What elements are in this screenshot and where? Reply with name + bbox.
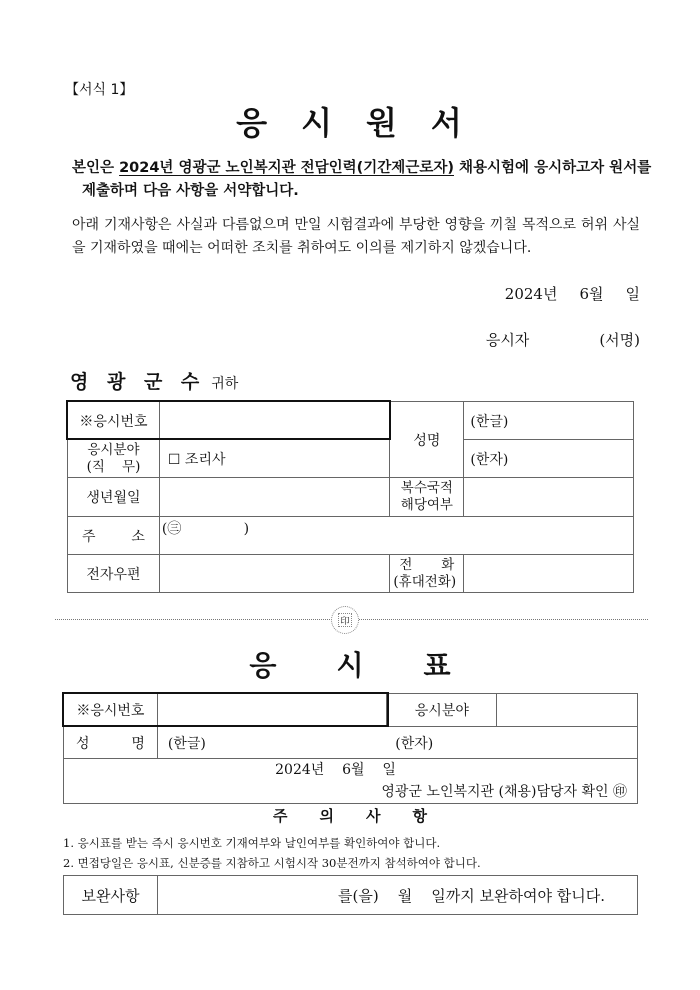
application-table bbox=[67, 401, 634, 593]
supplement-label: 보완사항 bbox=[64, 876, 158, 915]
notice-item: 2. 면접당일은 응시표, 신분증를 지참하고 시험시작 30분전까지 참석하여야 합니다. bbox=[63, 856, 481, 870]
ticket-title bbox=[0, 644, 700, 684]
application-date bbox=[505, 283, 640, 304]
ticket-date: 2024년 6월 일 bbox=[275, 762, 396, 778]
ticket-exam-number-label: ※응시번호 bbox=[64, 694, 158, 727]
declaration-text: 아래 기재사항은 사실과 다름없으며 만일 시험결과에 부당한 영향을 끼칠 목적으로 허위 사실을 기재하였을 때에는 어떠한 조치를 취하여도 이의를 제기하지 않겠습니다. bbox=[72, 217, 640, 256]
addressee bbox=[70, 367, 238, 394]
addressee-honorific: 귀하 bbox=[211, 376, 239, 392]
addressee-name: 영 광 군 수 bbox=[70, 371, 206, 393]
dual-nationality-label-line2: 해당여부 bbox=[400, 497, 453, 513]
date-year: 2024년 bbox=[504, 285, 558, 303]
ticket-title-char: 응 bbox=[249, 649, 277, 682]
birthdate-field[interactable] bbox=[159, 478, 389, 517]
dual-nationality-label-line1: 복수국적 bbox=[400, 480, 453, 496]
email-field[interactable] bbox=[159, 555, 389, 593]
ticket-staff-confirm: 영광군 노인복지관 (채용)담당자 확인 ㊞ bbox=[381, 784, 627, 800]
signature-field[interactable]: (서명) bbox=[599, 331, 640, 349]
supplement-field[interactable]: 를(을) 월 일까지 보완하여야 합니다. bbox=[158, 876, 638, 915]
ticket-name-korean: (한글) bbox=[167, 735, 206, 752]
job-field-label-line2: (직 무) bbox=[86, 458, 141, 475]
phone-label-line2: (휴대전화) bbox=[393, 573, 457, 590]
supplement-table bbox=[63, 875, 638, 915]
notice-title bbox=[0, 805, 700, 826]
form-number-label: 【서식 1】 bbox=[65, 82, 134, 98]
notice-title-char: 의 bbox=[319, 807, 334, 825]
address-label-char: 소 bbox=[131, 528, 145, 545]
phone-label bbox=[390, 555, 464, 593]
notice-item: 1. 응시표를 받는 즉시 응시번호 기재여부와 날인여부를 확인하여야 합니다. bbox=[63, 836, 441, 850]
ticket-name-label-char: 명 bbox=[131, 735, 145, 752]
date-day: 일 bbox=[625, 285, 640, 303]
title-char: 서 bbox=[430, 104, 464, 142]
pledge-suffix: 채용시험에 응시하고자 원서를 제출하며 다음 사항을 서약합니다. bbox=[82, 160, 652, 199]
job-option-cook-checkbox[interactable]: ☐ 조리사 bbox=[159, 440, 389, 478]
notice-title-char: 사 bbox=[366, 807, 381, 825]
seal-mark-icon bbox=[331, 606, 359, 634]
dual-nationality-label bbox=[390, 478, 464, 517]
pledge-position: 2024년 영광군 노인복지관 전담인력(기간제근로자) bbox=[119, 160, 454, 176]
name-hanja-field[interactable]: (한자) bbox=[464, 440, 634, 478]
date-month: 6월 bbox=[579, 285, 604, 303]
ticket-confirmation bbox=[64, 759, 638, 804]
title-char: 원 bbox=[366, 104, 399, 142]
title-char: 응 bbox=[236, 104, 270, 142]
phone-label-char: 전 bbox=[399, 556, 413, 573]
ticket-title-char: 표 bbox=[423, 649, 451, 682]
applicant-label: 응시자 bbox=[485, 331, 530, 349]
ticket-exam-number-field[interactable] bbox=[157, 694, 387, 727]
notice-title-char: 주 bbox=[273, 807, 288, 825]
seal-glyph: 印 bbox=[338, 613, 352, 627]
ticket-name-hanja: (한자) bbox=[395, 735, 434, 752]
exam-number-field[interactable] bbox=[159, 402, 389, 440]
pledge-statement bbox=[72, 157, 657, 203]
dual-nationality-field[interactable] bbox=[464, 478, 634, 517]
address-label-char: 주 bbox=[82, 528, 96, 545]
page-title bbox=[0, 98, 700, 144]
ticket-table bbox=[63, 693, 638, 804]
birthdate-label: 생년월일 bbox=[68, 478, 160, 517]
job-field-label-line1: 응시분야 bbox=[87, 441, 140, 458]
phone-field[interactable] bbox=[464, 555, 634, 593]
address-label bbox=[68, 517, 160, 555]
email-label: 전자우편 bbox=[68, 555, 160, 593]
name-korean-field[interactable]: (한글) bbox=[464, 402, 634, 440]
job-field-label bbox=[68, 440, 160, 478]
ticket-title-char: 시 bbox=[336, 649, 364, 682]
notice-list bbox=[63, 833, 481, 873]
notice-title-char: 항 bbox=[412, 807, 427, 825]
ticket-name-label-char: 성 bbox=[76, 735, 90, 752]
title-char: 시 bbox=[301, 104, 334, 142]
ticket-job-field-value[interactable] bbox=[497, 694, 638, 727]
phone-label-char: 화 bbox=[441, 556, 455, 573]
ticket-name-field[interactable] bbox=[157, 727, 637, 759]
exam-number-label: ※응시번호 bbox=[68, 402, 160, 440]
name-label: 성명 bbox=[390, 402, 464, 478]
applicant-signature-line bbox=[486, 329, 640, 350]
address-field[interactable]: (㊂ ) bbox=[159, 517, 633, 555]
ticket-job-field-label: 응시분야 bbox=[387, 694, 497, 727]
pledge-prefix: 본인은 bbox=[72, 160, 120, 176]
ticket-name-label bbox=[64, 727, 158, 759]
